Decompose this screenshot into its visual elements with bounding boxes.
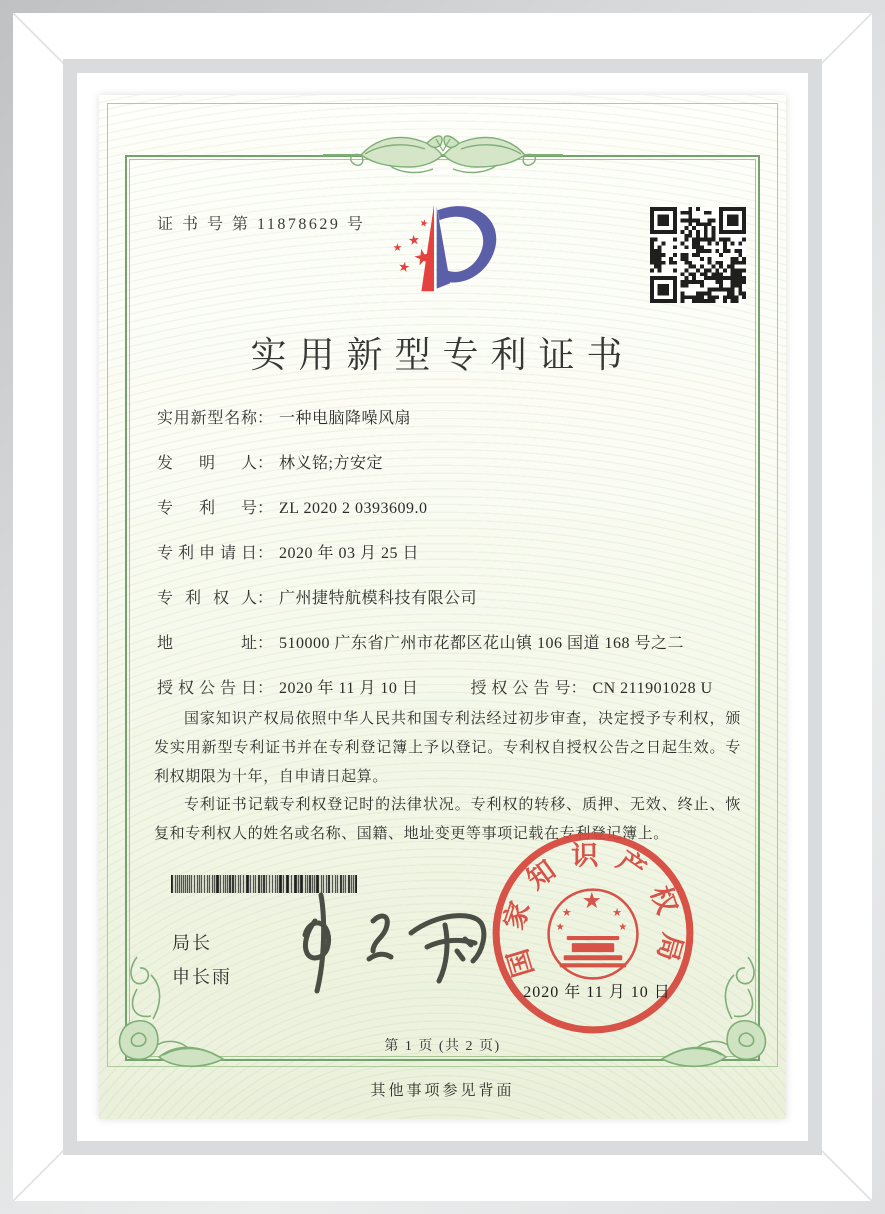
logo-stars <box>392 218 435 277</box>
field-group <box>157 499 427 518</box>
field-row <box>157 634 748 653</box>
field-colon: ： <box>257 500 274 517</box>
svg-text:★: ★ <box>417 217 429 231</box>
field-group <box>157 454 383 473</box>
field-label: 专利号 <box>157 500 257 517</box>
officer-name: 申长雨 <box>172 967 232 987</box>
field-group <box>157 679 418 698</box>
director-signature-icon <box>277 887 497 997</box>
field-colon: ： <box>257 590 274 607</box>
field-label: 专利申请日 <box>157 545 257 562</box>
seal-date: 2020 年 11 月 10 日 <box>523 984 671 1001</box>
official-seal-icon <box>487 827 699 1039</box>
svg-text:★: ★ <box>612 905 623 919</box>
field-group-2 <box>470 679 712 698</box>
svg-text:★: ★ <box>396 258 411 277</box>
seal-arc-text: 国家知识产权局 <box>498 840 688 981</box>
field-value: 林义铭;方安定 <box>279 455 383 472</box>
field-row <box>157 454 748 473</box>
legal-paragraph: 国家知识产权局依照中华人民共和国专利法经过初步审查，决定授予专利权，颁发实用新型专利证书并在专利登记簿上予以登记。专利权自授权公告之日起生效。专利权期限为十年，自申请日起算。 <box>154 711 741 785</box>
back-side-note: 其他事项参见背面 <box>370 1083 515 1099</box>
certificate-title: 实用新型专利证书 <box>250 335 635 375</box>
svg-text:★: ★ <box>618 921 628 933</box>
legal-paragraph: 专利证书记载专利权登记时的法律状况。专利权的转移、质押、无效、终止、恢复和专利权人的姓名或名称、国籍、地址变更等事项记载在专利登记簿上。 <box>154 797 741 843</box>
field-value: 广州捷特航模科技有限公司 <box>279 590 478 607</box>
field-group <box>157 544 419 563</box>
field-value: 510000 广东省广州市花都区花山镇 106 国道 168 号之二 <box>279 635 685 652</box>
field-value: 一种电脑降噪风扇 <box>279 410 412 427</box>
field-colon: ： <box>257 680 274 697</box>
field-row <box>157 499 748 518</box>
top-center-flourish-icon <box>323 121 563 185</box>
field-group <box>157 409 411 428</box>
field-label: 授权公告号 <box>470 680 571 697</box>
officer-title: 局长 <box>172 933 212 953</box>
field-value: ZL 2020 2 0393609.0 <box>279 500 428 517</box>
field-row <box>157 589 748 608</box>
field-value: 2020 年 11 月 10 日 <box>279 680 419 697</box>
field-label: 地址 <box>157 635 257 652</box>
field-colon: ： <box>257 545 274 562</box>
field-row <box>157 679 748 698</box>
field-label: 实用新型名称 <box>157 410 257 427</box>
field-value: CN 211901028 U <box>592 680 713 697</box>
page-number: 第 1 页 (共 2 页) <box>384 1039 501 1054</box>
field-row <box>157 409 748 428</box>
frame-mat <box>63 59 822 1155</box>
svg-text:★: ★ <box>406 231 421 250</box>
field-value: 2020 年 03 月 25 日 <box>279 545 420 562</box>
svg-text:★: ★ <box>581 887 602 914</box>
seal-national-emblem <box>549 888 638 979</box>
field-colon: ： <box>257 410 274 427</box>
certificate-paper <box>99 95 786 1119</box>
field-label: 专利权人 <box>157 590 257 607</box>
certificate-number: 证 书 号 第 11878629 号 <box>157 216 366 233</box>
field-label: 发明人 <box>157 455 257 472</box>
field-group <box>157 589 477 608</box>
field-colon: ： <box>257 455 274 472</box>
field-colon: ： <box>570 680 587 697</box>
frame-white-bevel <box>13 13 872 1201</box>
cnipa-patent-logo-icon <box>380 197 506 301</box>
qr-code <box>650 207 746 303</box>
logo-p-bowl <box>437 206 496 282</box>
fields-section <box>157 409 748 698</box>
svg-text:★: ★ <box>561 905 572 919</box>
field-row <box>157 544 748 563</box>
svg-text:★: ★ <box>410 243 435 273</box>
svg-text:★: ★ <box>555 921 565 933</box>
field-group <box>157 634 684 653</box>
svg-text:★: ★ <box>392 240 402 254</box>
field-colon: ： <box>257 635 274 652</box>
field-label: 授权公告日 <box>157 680 257 697</box>
